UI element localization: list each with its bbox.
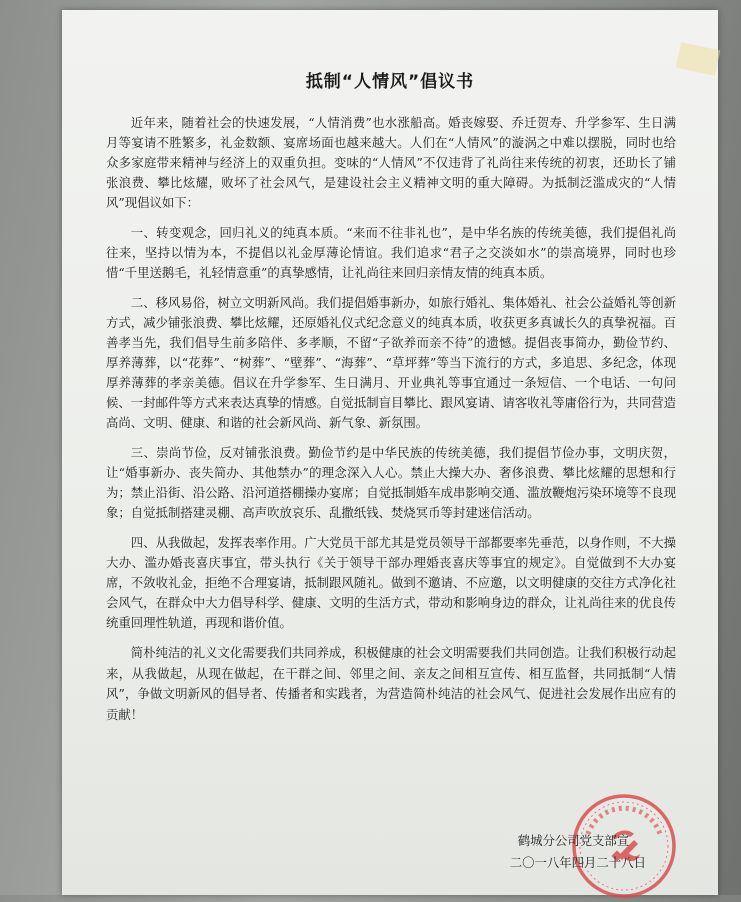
paragraph-point-3: 三、崇尚节俭，反对铺张浪费。勤俭节约是中华民族的传统美德，我们提倡节俭办事，文明庆贺，让“婚事新办、丧失简办、其他禁办”的理念深入人心。禁止大操大办、奢侈浪费、攀比炫耀的思想和行为；禁止沿街、沿公路、沿河道搭棚操办宴席；自觉抵制婚车成串影响交通、滥放鞭炮污染环境等不良现象；自觉抵制搭建灵棚、高声吹放哀乐、乱撒纸钱、焚烧冥币等封建迷信活动。 bbox=[106, 445, 676, 520]
paragraph-point-1: 一、转变观念，回归礼义的纯真本质。“来而不往非礼也”，是中华名族的传统美德，我们提倡礼尚往来，坚持以情为本，不提倡以礼金厚薄论情谊。我们追求“君子之交淡如水”的崇高境界，同时也珍惜“千里送鹅毛，礼轻情意重”的真挚感情，让礼尚往来回归亲情友情的纯真本质。 bbox=[106, 225, 676, 280]
paper-sheet bbox=[62, 10, 718, 895]
document-body bbox=[106, 113, 676, 735]
paragraph-point-4: 四、从我做起，发挥表率作用。广大党员干部尤其是党员领导干部都要率先垂范，以身作则，不大操大办、滥办婚丧喜庆事宜，带头执行《关于领导干部办理婚丧喜庆等事宜的规定》。自觉做到不大办宴席，不敛收礼金，拒绝不合理宴请，抵制跟风随礼。做到不邀请、不应邀，以文明健康的交往方式净化社会风气，在群众中大力倡导科学、健康、文明的生活方式，带动和影响身边的群众，让礼尚往来的优良传统重回理性轨道，再现和谐价值。 bbox=[106, 535, 676, 630]
signature-date: 二〇一八年四月二十八日 bbox=[509, 855, 646, 870]
signature-block bbox=[510, 830, 646, 874]
document-title: 抵制“人情风”倡议书 bbox=[305, 72, 475, 92]
signature-organization: 鹤城分公司党支部宣 bbox=[517, 833, 630, 848]
paragraph-point-2: 二、移风易俗，树立文明新风尚。我们提倡婚事新办，如旅行婚礼、集体婚礼、社会公益婚礼等创新方式，减少铺张浪费、攀比炫耀，还原婚礼仪式纪念意义的纯真本质，收获更多真诚长久的真挚祝福。百善孝当先，我们倡导生前多陪伴、多孝顺，不留“子欲养而亲不待”的遗憾。提倡丧事简办，勤俭节约、厚养薄葬，以“花葬”、“树葬”、“壁葬”、“海葬”、“草坪葬”等当下流行的方式，多追思、多纪念，体现厚养薄葬的孝亲美德。倡议在升学参军、生日满月、开业典礼等事宜通过一条短信、一个电话、一句问候、一封邮件等方式来表达真挚的情感。自觉抵制盲目攀比、跟风宴请、请客收礼等庸俗行为，共同营造高尚、文明、健康、和谐的社会新风尚、新气象、新氛围。 bbox=[106, 295, 676, 430]
paragraph-closing: 简朴纯洁的礼义文化需要我们共同养成，积极健康的社会文明需要我们共同创造。让我们积极行动起来，从我做起，从现在做起，在干群之间、邻里之间、亲友之间相互宣传、相互监督，共同抵制“人情风”，争做文明新风的倡导者、传播者和实践者，为营造简朴纯洁的社会风气、促进社会发展作出应有的贡献！ bbox=[106, 645, 676, 722]
paragraph-intro: 近年来，随着社会的快速发展，“人情消费”也水涨船高。婚丧嫁娶、乔迁贺寿、升学参军、生日满月等宴请不胜繁多，礼金数额、宴席场面也越来越大。人们在“人情风”的漩涡之中难以摆脱，同时也给众多家庭带来精神与经济上的双重负担。变味的“人情风”不仅违背了礼尚往来传统的初衷，还助长了铺张浪费、攀比炫耀，败坏了社会风气，是建设社会主义精神文明的重大障碍。为抵制泛滥成灾的“人情风”现倡议如下： bbox=[106, 115, 676, 210]
